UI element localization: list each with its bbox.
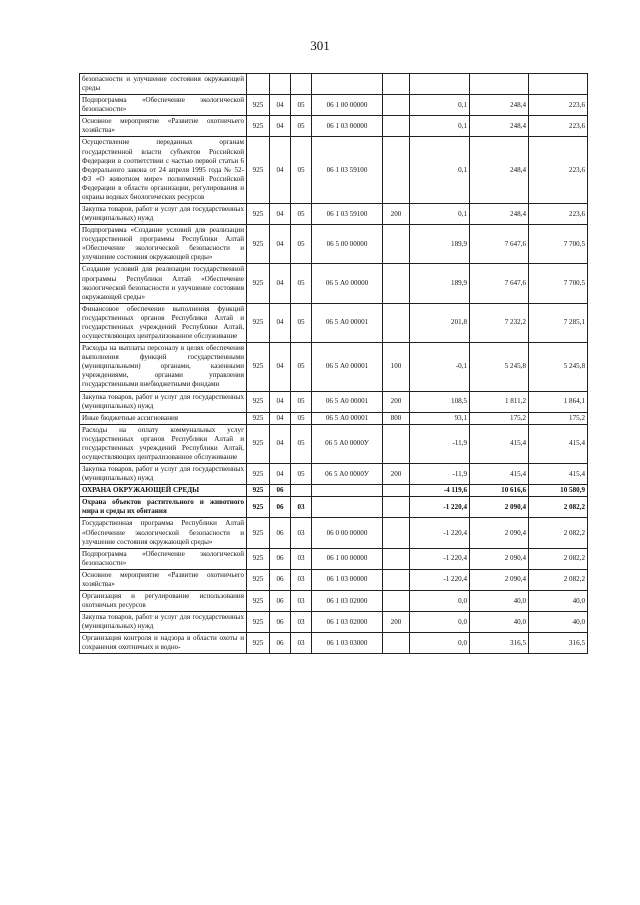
row-name: Подпрограмма «Обеспечение экологической безопасности» — [80, 548, 247, 569]
cell-rz: 04 — [270, 95, 291, 116]
cell-amount-3: 10 580,9 — [529, 485, 588, 497]
cell-amount-2: 248,4 — [470, 204, 529, 225]
cell-vr — [383, 95, 410, 116]
cell-gr: 925 — [247, 391, 270, 412]
cell-amount-1: 93,1 — [410, 412, 470, 424]
cell-amount-3: 223,6 — [529, 95, 588, 116]
cell-vr — [383, 74, 410, 95]
table-row — [80, 264, 588, 303]
cell-gr: 925 — [247, 464, 270, 485]
cell-pr: 03 — [291, 612, 312, 633]
cell-pr: 03 — [291, 518, 312, 548]
cell-pr: 03 — [291, 497, 312, 518]
cell-rz: 04 — [270, 412, 291, 424]
cell-amount-2: 248,4 — [470, 95, 529, 116]
cell-rz: 06 — [270, 485, 291, 497]
cell-vr — [383, 590, 410, 611]
cell-vr: 200 — [383, 612, 410, 633]
row-name: Закупка товаров, работ и услуг для государственных (муниципальных) нужд — [80, 204, 247, 225]
cell-vr — [383, 303, 410, 342]
cell-pr: 05 — [291, 424, 312, 463]
cell-pr — [291, 485, 312, 497]
row-name: Закупка товаров, работ и услуг для государственных (муниципальных) нужд — [80, 464, 247, 485]
table-row — [80, 569, 588, 590]
cell-amount-1: 201,8 — [410, 303, 470, 342]
cell-gr: 925 — [247, 264, 270, 303]
cell-pr: 05 — [291, 116, 312, 137]
cell-amount-2: 10 616,6 — [470, 485, 529, 497]
cell-amount-2: 7 647,6 — [470, 225, 529, 264]
cell-amount-3: 223,6 — [529, 137, 588, 204]
budget-table-body — [80, 74, 588, 654]
cell-amount-2: 415,4 — [470, 464, 529, 485]
cell-amount-3: 1 864,1 — [529, 391, 588, 412]
cell-csr: 06 1 03 02000 — [312, 612, 383, 633]
table-row — [80, 225, 588, 264]
cell-amount-1: 108,5 — [410, 391, 470, 412]
cell-amount-1: -1 220,4 — [410, 548, 470, 569]
cell-pr: 05 — [291, 303, 312, 342]
cell-rz: 04 — [270, 303, 291, 342]
cell-vr: 800 — [383, 412, 410, 424]
cell-amount-3: 40,0 — [529, 590, 588, 611]
table-row — [80, 424, 588, 463]
cell-gr: 925 — [247, 343, 270, 391]
cell-csr: 06 1 03 00000 — [312, 569, 383, 590]
cell-pr: 05 — [291, 464, 312, 485]
cell-amount-2: 248,4 — [470, 116, 529, 137]
cell-rz: 04 — [270, 204, 291, 225]
row-name: Финансовое обеспечение выполнения функций государственных органов Республики Алтай и государственных учреждений Республики Алтай, осуществляющих централизованное обслуживание — [80, 303, 247, 342]
table-row — [80, 485, 588, 497]
cell-amount-2: 2 090,4 — [470, 569, 529, 590]
table-row — [80, 95, 588, 116]
row-name: Основное мероприятие «Развитие охотничьего хозяйства» — [80, 569, 247, 590]
table-row — [80, 412, 588, 424]
cell-amount-3: 5 245,8 — [529, 343, 588, 391]
cell-amount-2: 40,0 — [470, 612, 529, 633]
cell-amount-3: 2 082,2 — [529, 518, 588, 548]
cell-rz: 06 — [270, 569, 291, 590]
table-row — [80, 116, 588, 137]
cell-amount-1: 189,9 — [410, 264, 470, 303]
cell-pr: 03 — [291, 548, 312, 569]
cell-csr: 06 5 А0 00000 — [312, 264, 383, 303]
cell-vr — [383, 518, 410, 548]
cell-amount-2: 5 245,8 — [470, 343, 529, 391]
cell-amount-2: 40,0 — [470, 590, 529, 611]
cell-gr: 925 — [247, 116, 270, 137]
cell-amount-3: 40,0 — [529, 612, 588, 633]
cell-amount-2: 2 090,4 — [470, 548, 529, 569]
table-row — [80, 343, 588, 391]
budget-table — [79, 73, 588, 654]
cell-csr — [312, 497, 383, 518]
cell-gr: 925 — [247, 612, 270, 633]
cell-pr: 05 — [291, 264, 312, 303]
cell-rz: 04 — [270, 137, 291, 204]
cell-amount-3: 2 082,2 — [529, 497, 588, 518]
cell-amount-3: 175,2 — [529, 412, 588, 424]
cell-pr: 05 — [291, 95, 312, 116]
cell-amount-1: 0,1 — [410, 95, 470, 116]
cell-amount-2: 1 811,2 — [470, 391, 529, 412]
cell-gr: 925 — [247, 303, 270, 342]
row-name: Организация контроля и надзора в области охоты и сохранения охотничьих и водно- — [80, 633, 247, 654]
cell-gr: 925 — [247, 569, 270, 590]
cell-pr: 05 — [291, 225, 312, 264]
row-name: Расходы на оплату коммунальных услуг государственных органов Республики Алтай и государственных учреждений Республики Алтай, осуществляющих централизованное обслуживание — [80, 424, 247, 463]
cell-amount-1: -11,9 — [410, 424, 470, 463]
cell-csr: 06 5 А0 00001 — [312, 412, 383, 424]
table-row — [80, 590, 588, 611]
cell-gr: 925 — [247, 424, 270, 463]
cell-vr — [383, 569, 410, 590]
cell-vr: 200 — [383, 391, 410, 412]
cell-vr — [383, 424, 410, 463]
table-row — [80, 548, 588, 569]
row-name: Осуществление переданных органам государственной власти субъектов Российской Федерации в соответствии с частью первой статьи 6 Федерального закона от 24 апреля 1995 года № 52-ФЗ «О животном мире» полномочий Российской Федерации в области организации, регулирования и охраны водных биологических ресурсов — [80, 137, 247, 204]
table-row — [80, 74, 588, 95]
cell-amount-2: 248,4 — [470, 137, 529, 204]
table-row — [80, 633, 588, 654]
cell-pr: 03 — [291, 569, 312, 590]
cell-amount-1: 189,9 — [410, 225, 470, 264]
table-row — [80, 464, 588, 485]
cell-pr: 05 — [291, 391, 312, 412]
row-name: ОХРАНА ОКРУЖАЮЩЕЙ СРЕДЫ — [80, 485, 247, 497]
cell-amount-1: 0,1 — [410, 137, 470, 204]
cell-amount-1: 0,1 — [410, 116, 470, 137]
cell-gr: 925 — [247, 204, 270, 225]
row-name: Иные бюджетные ассигнования — [80, 412, 247, 424]
cell-vr — [383, 485, 410, 497]
cell-amount-1: -11,9 — [410, 464, 470, 485]
table-row — [80, 612, 588, 633]
row-name: безопасности и улучшение состояния окружающей среды — [80, 74, 247, 95]
cell-vr — [383, 137, 410, 204]
table-row — [80, 518, 588, 548]
cell-vr: 200 — [383, 204, 410, 225]
cell-gr: 925 — [247, 485, 270, 497]
cell-amount-1: -1 220,4 — [410, 497, 470, 518]
table-row — [80, 137, 588, 204]
cell-amount-1: 0,0 — [410, 590, 470, 611]
cell-pr: 03 — [291, 590, 312, 611]
cell-amount-2 — [470, 74, 529, 95]
table-row — [80, 391, 588, 412]
cell-amount-3: 223,6 — [529, 204, 588, 225]
cell-amount-2: 175,2 — [470, 412, 529, 424]
cell-amount-2: 2 090,4 — [470, 518, 529, 548]
cell-amount-2: 7 232,2 — [470, 303, 529, 342]
cell-rz: 04 — [270, 225, 291, 264]
cell-amount-3: 7 700,5 — [529, 225, 588, 264]
cell-rz: 04 — [270, 343, 291, 391]
cell-amount-1: -1 220,4 — [410, 569, 470, 590]
cell-csr: 06 1 00 00000 — [312, 548, 383, 569]
cell-csr: 06 5 А0 00001 — [312, 343, 383, 391]
table-row — [80, 303, 588, 342]
cell-amount-1: -4 119,6 — [410, 485, 470, 497]
row-name: Создание условий для реализации государственной программы Республики Алтай «Обеспечение экологической безопасности и улучшение состояния окружающей среды» — [80, 264, 247, 303]
cell-gr: 925 — [247, 412, 270, 424]
cell-csr: 06 1 03 59100 — [312, 204, 383, 225]
cell-amount-3: 2 082,2 — [529, 569, 588, 590]
cell-rz — [270, 74, 291, 95]
cell-rz: 04 — [270, 464, 291, 485]
page-number: 301 — [310, 38, 330, 53]
cell-pr: 05 — [291, 343, 312, 391]
cell-amount-3: 7 700,5 — [529, 264, 588, 303]
table-row — [80, 204, 588, 225]
cell-vr — [383, 633, 410, 654]
cell-csr: 06 5 А0 00001 — [312, 303, 383, 342]
cell-vr — [383, 225, 410, 264]
cell-gr: 925 — [247, 95, 270, 116]
cell-gr: 925 — [247, 548, 270, 569]
cell-gr — [247, 74, 270, 95]
cell-vr: 100 — [383, 343, 410, 391]
cell-csr — [312, 485, 383, 497]
cell-csr: 06 1 03 03000 — [312, 633, 383, 654]
cell-rz: 04 — [270, 116, 291, 137]
cell-gr: 925 — [247, 225, 270, 264]
cell-rz: 04 — [270, 391, 291, 412]
cell-pr — [291, 74, 312, 95]
cell-vr — [383, 264, 410, 303]
cell-amount-3: 2 082,2 — [529, 548, 588, 569]
cell-amount-3: 223,6 — [529, 116, 588, 137]
cell-amount-3: 415,4 — [529, 464, 588, 485]
row-name: Государственная программа Республики Алтай «Обеспечение экологической безопасности и улучшение состояния окружающей среды» — [80, 518, 247, 548]
cell-amount-2: 7 647,6 — [470, 264, 529, 303]
cell-pr: 03 — [291, 633, 312, 654]
cell-rz: 04 — [270, 424, 291, 463]
cell-amount-3 — [529, 74, 588, 95]
cell-csr: 06 1 00 00000 — [312, 95, 383, 116]
cell-rz: 06 — [270, 497, 291, 518]
cell-amount-1: -0,1 — [410, 343, 470, 391]
cell-csr: 06 0 00 00000 — [312, 518, 383, 548]
cell-pr: 05 — [291, 137, 312, 204]
table-row — [80, 497, 588, 518]
cell-rz: 06 — [270, 518, 291, 548]
cell-csr: 06 1 03 02000 — [312, 590, 383, 611]
row-name: Подпрограмма «Создание условий для реализации государственной программы Республики Алтай «Обеспечение экологической безопасности и улучшение состояния окружающей среды» — [80, 225, 247, 264]
row-name: Охрана объектов растительного и животного мира и среды их обитания — [80, 497, 247, 518]
cell-gr: 925 — [247, 518, 270, 548]
cell-gr: 925 — [247, 590, 270, 611]
row-name: Закупка товаров, работ и услуг для государственных (муниципальных) нужд — [80, 391, 247, 412]
cell-rz: 06 — [270, 590, 291, 611]
cell-gr: 925 — [247, 137, 270, 204]
cell-amount-2: 2 090,4 — [470, 497, 529, 518]
cell-amount-1: 0,0 — [410, 633, 470, 654]
cell-csr: 06 5 А0 0000У — [312, 464, 383, 485]
cell-rz: 06 — [270, 612, 291, 633]
cell-gr: 925 — [247, 497, 270, 518]
cell-rz: 06 — [270, 548, 291, 569]
cell-vr: 200 — [383, 464, 410, 485]
cell-csr: 06 1 03 59100 — [312, 137, 383, 204]
cell-amount-3: 316,5 — [529, 633, 588, 654]
cell-amount-3: 7 285,1 — [529, 303, 588, 342]
row-name: Подпрограмма «Обеспечение экологической безопасности» — [80, 95, 247, 116]
cell-amount-1 — [410, 74, 470, 95]
cell-rz: 06 — [270, 633, 291, 654]
cell-csr: 06 5 А0 00001 — [312, 391, 383, 412]
cell-pr: 05 — [291, 204, 312, 225]
cell-pr: 05 — [291, 412, 312, 424]
cell-amount-1: 0,0 — [410, 612, 470, 633]
cell-amount-2: 316,5 — [470, 633, 529, 654]
cell-amount-3: 415,4 — [529, 424, 588, 463]
cell-csr: 06 5 А0 0000У — [312, 424, 383, 463]
row-name: Организация и регулирование использования охотничьих ресурсов — [80, 590, 247, 611]
cell-amount-1: 0,1 — [410, 204, 470, 225]
cell-vr — [383, 497, 410, 518]
cell-vr — [383, 116, 410, 137]
row-name: Основное мероприятие «Развитие охотничьего хозяйства» — [80, 116, 247, 137]
cell-csr: 06 1 03 00000 — [312, 116, 383, 137]
cell-csr — [312, 74, 383, 95]
cell-rz: 04 — [270, 264, 291, 303]
cell-vr — [383, 548, 410, 569]
cell-gr: 925 — [247, 633, 270, 654]
row-name: Расходы на выплаты персоналу в целях обеспечения выполнения функций государственными (муниципальными) органами, казенными учреждениями, органами управления государственными внебюджетными фондами — [80, 343, 247, 391]
cell-csr: 06 5 00 00000 — [312, 225, 383, 264]
cell-amount-1: -1 220,4 — [410, 518, 470, 548]
row-name: Закупка товаров, работ и услуг для государственных (муниципальных) нужд — [80, 612, 247, 633]
cell-amount-2: 415,4 — [470, 424, 529, 463]
